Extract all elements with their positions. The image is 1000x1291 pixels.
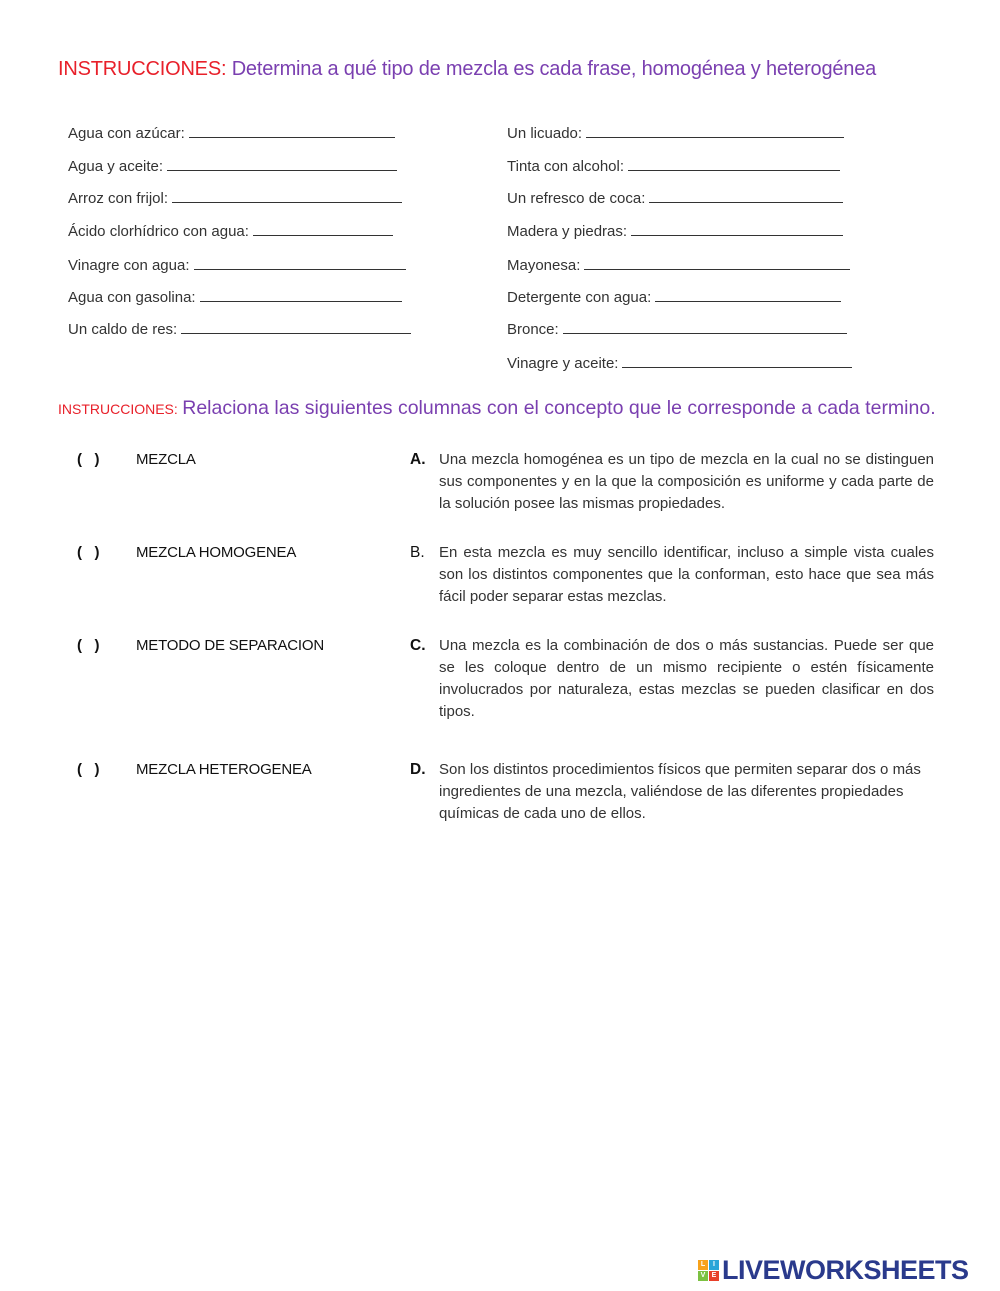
mixture-label: Un caldo de res: [68,321,178,338]
definition-letter: B. [410,544,425,561]
answer-parentheses[interactable]: ( ) [77,761,100,778]
answer-blank[interactable] [200,288,402,302]
definition-letter: C. [410,637,426,654]
mixture-item [68,222,393,240]
mixture-label: Agua con gasolina: [68,289,196,306]
answer-blank[interactable] [167,157,397,171]
liveworksheets-logo [698,1254,969,1286]
mixture-item [507,320,847,338]
mixture-item [507,124,844,142]
instructions-text-2: Relaciona las siguientes columnas con el concepto que le corresponde a cada termino. [182,397,936,419]
mixture-item [507,354,852,372]
answer-blank[interactable] [194,256,406,270]
answer-blank[interactable] [628,157,840,171]
mixture-label: Arroz con frijol: [68,190,169,207]
mixture-label: Tinta con alcohol: [507,158,625,175]
definition-letter: D. [410,761,426,778]
term-mezcla-homogenea: MEZCLA HOMOGENEA [136,544,297,561]
mixture-item [507,157,840,175]
instructions-heading-1 [58,58,876,81]
logo-block: I [709,1260,719,1270]
instructions-label-1: INSTRUCCIONES: [58,58,227,80]
instructions-label-2: INSTRUCCIONES: [58,401,178,417]
logo-block: E [709,1271,719,1281]
mixture-label: Un refresco de coca: [507,190,646,207]
answer-blank[interactable] [584,256,850,270]
mixture-item [507,256,850,274]
definition-letter: A. [410,451,426,468]
mixture-label: Bronce: [507,321,559,338]
definition-text: Una mezcla homogénea es un tipo de mezcla en la cual no se distinguen sus componentes y en la que la composición es uniforme y cada parte de la solución posee las mismas propiedades. [439,451,934,512]
instructions-heading-2 [58,395,938,423]
answer-blank[interactable] [586,124,844,138]
logo-block: V [698,1271,708,1281]
mixture-item [68,256,406,274]
answer-parentheses[interactable]: ( ) [77,637,100,654]
answer-blank[interactable] [563,320,847,334]
logo-block: L [698,1260,708,1270]
mixture-item [507,222,843,240]
instructions-text-1: Determina a qué tipo de mezcla es cada frase, homogénea y heterogénea [231,58,877,80]
answer-blank[interactable] [181,320,411,334]
answer-parentheses[interactable]: ( ) [77,451,100,468]
mixture-item [68,157,397,175]
mixture-item [68,124,395,142]
mixture-label: Un licuado: [507,125,583,142]
mixture-label: Agua con azúcar: [68,125,185,142]
term-mezcla-heterogenea: MEZCLA HETEROGENEA [136,761,312,778]
answer-blank[interactable] [189,124,395,138]
answer-blank[interactable] [172,189,402,203]
mixture-item [68,288,402,306]
answer-blank[interactable] [622,354,852,368]
mixture-label: Vinagre y aceite: [507,355,619,372]
answer-parentheses[interactable]: ( ) [77,544,100,561]
mixture-label: Madera y piedras: [507,223,628,240]
answer-blank[interactable] [655,288,841,302]
mixture-label: Mayonesa: [507,257,581,274]
answer-blank[interactable] [649,189,843,203]
term-metodo-de-separacion: METODO DE SEPARACION [136,637,324,654]
definition-text: Una mezcla es la combinación de dos o más sustancias. Puede ser que se les coloque dentro de un mismo recipiente o estén físicamente involucrados por naturaleza, estas mezclas se pueden clasificar en dos tipos. [439,637,934,720]
mixture-label: Vinagre con agua: [68,257,190,274]
definition-text: En esta mezcla es muy sencillo identificar, incluso a simple vista cuales son los distintos componentes que la conforman, esto hace que sea más fácil poder separar estas mezclas. [439,544,934,605]
definition-text: Son los distintos procedimientos físicos que permiten separar dos o más ingredientes de una mezcla, valiéndose de las diferentes propiedades químicas de cada uno de ellos. [439,761,921,822]
answer-blank[interactable] [631,222,843,236]
mixture-label: Detergente con agua: [507,289,652,306]
logo-blocks-icon [698,1260,719,1281]
term-mezcla: MEZCLA [136,451,196,468]
mixture-item [68,320,411,338]
mixture-item [507,288,841,306]
mixture-item [68,189,402,207]
mixture-item [507,189,843,207]
mixture-label: Agua y aceite: [68,158,164,175]
answer-blank[interactable] [253,222,393,236]
mixture-label: Ácido clorhídrico con agua: [68,223,249,240]
brand-name: LIVEWORKSHEETS [722,1254,969,1285]
